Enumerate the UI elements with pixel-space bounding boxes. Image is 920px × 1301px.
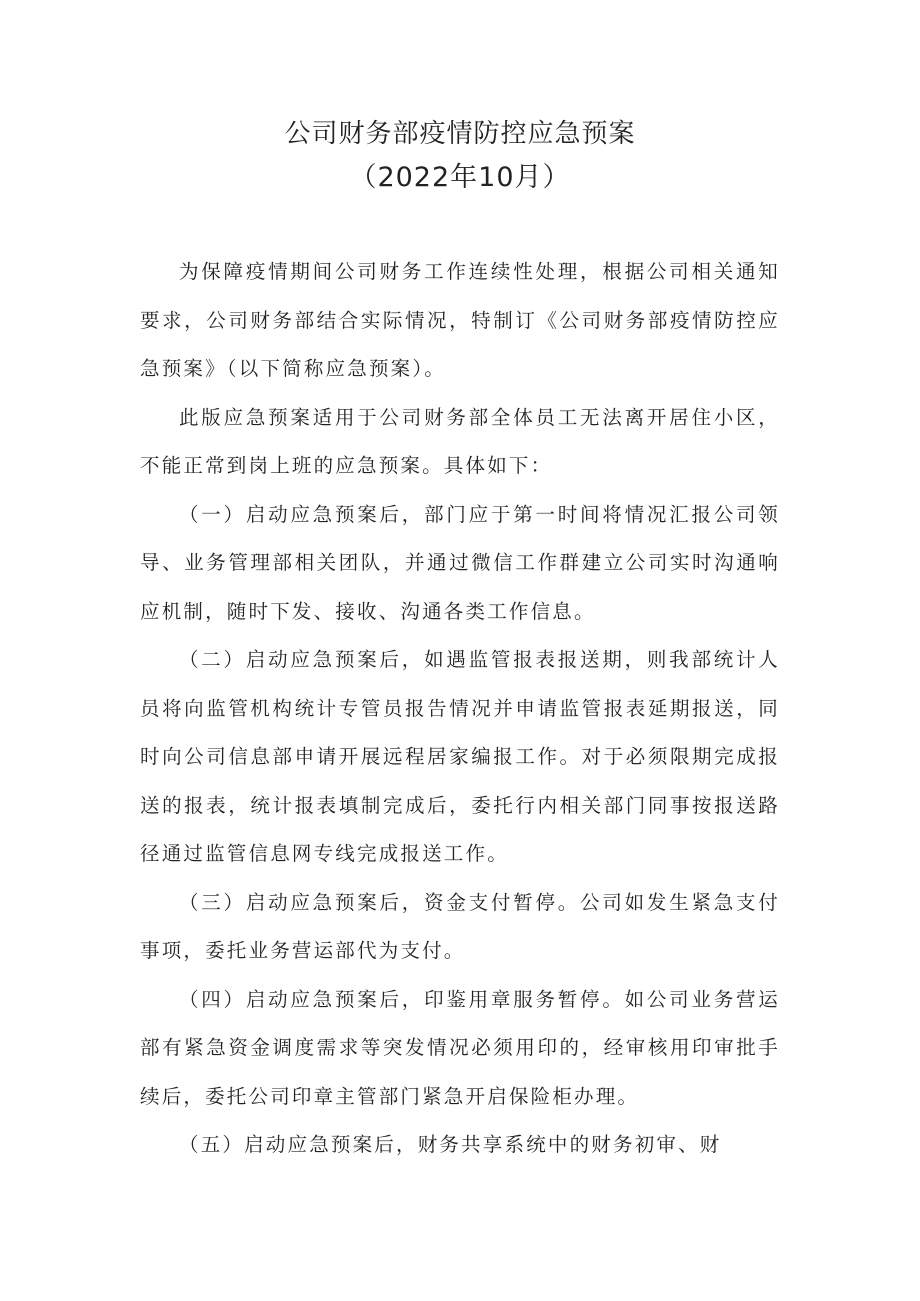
paragraph-item-3: （三）启动应急预案后，资金支付暂停。公司如发生紧急支付事项，委托业务营运部代为支付。: [140, 890, 780, 962]
paragraph-item-1: （一）启动应急预案后，部门应于第一时间将情况汇报公司领导、业务管理部相关团队，并通过微信工作群建立公司实时沟通响应机制，随时下发、接收、沟通各类工作信息。: [140, 502, 780, 623]
paragraph-item-4: （四）启动应急预案后，印鉴用章服务暂停。如公司业务营运部有紧急资金调度需求等突发情况必须用印的，经审核用印审批手续后，委托公司印章主管部门紧急开启保险柜办理。: [140, 987, 780, 1108]
document-title: 公司财务部疫情防控应急预案: [284, 119, 636, 149]
paragraph-intro: 为保障疫情期间公司财务工作连续性处理，根据公司相关通知要求，公司财务部结合实际情况，特制订《公司财务部疫情防控应急预案》（以下简称应急预案）。: [140, 260, 780, 380]
document-body: [140, 248, 780, 1170]
document-date: （2022年10月）: [349, 162, 571, 193]
paragraph-item-5: （五）启动应急预案后，财务共享系统中的财务初审、财: [179, 1133, 722, 1156]
paragraph-item-2: （二）启动应急预案后，如遇监管报表报送期，则我部统计人员将向监管机构统计专管员报告情况并申请监管报表延期报送，同时向公司信息部申请开展远程居家编报工作。对于必须限期完成报送的报表，统计报表填制完成后，委托行内相关部门同事按报送路径通过监管信息网专线完成报送工作。: [140, 648, 780, 865]
paragraph-scope: 此版应急预案适用于公司财务部全体员工无法离开居住小区，不能正常到岗上班的应急预案。具体如下：: [140, 405, 780, 477]
